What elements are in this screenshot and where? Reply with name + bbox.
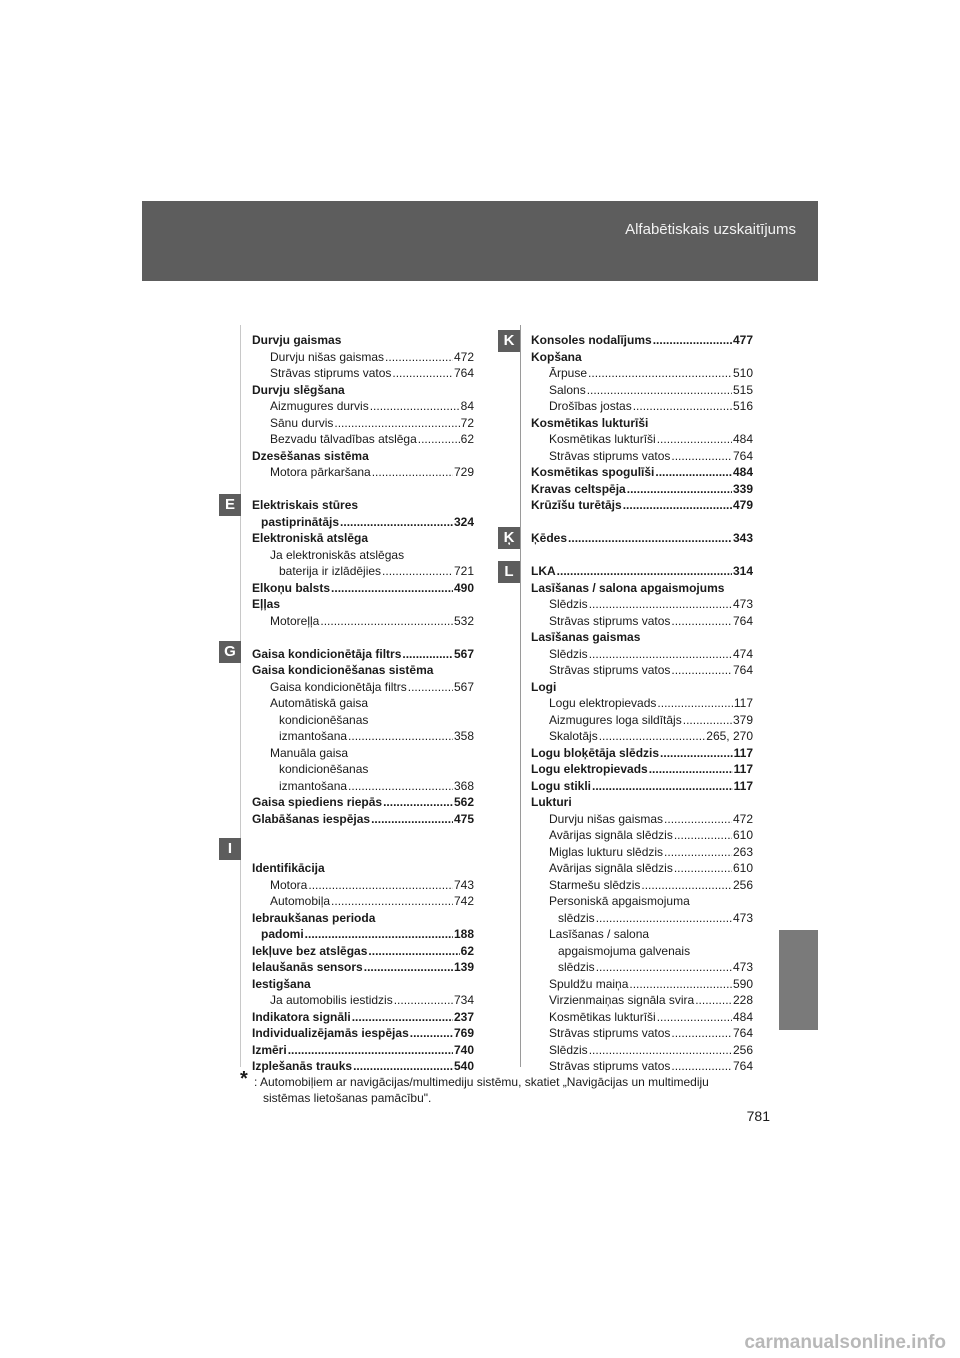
index-heading: Dzesēšanas sistēma [252, 448, 369, 463]
index-entry: pastiprinātājs ..... 324 [252, 514, 474, 531]
index-entry: Durvju nišas gaismas ..... 472 [252, 349, 474, 366]
index-entry: slēdzis ..... 473 [531, 910, 753, 927]
index-subheading: Automātiskā gaisa [270, 696, 369, 710]
index-heading: Durvju slēgšana [252, 382, 345, 397]
index-column-right [531, 332, 753, 1075]
index-heading: Iestigšana [252, 976, 311, 991]
index-subheading: apgaismojuma galvenais [558, 943, 691, 958]
index-entry: Logu bloķētāja slēdzis ..... 117 [531, 745, 753, 762]
index-entry: Gaisa spiediens riepās ..... 562 [252, 794, 474, 811]
header-band [142, 201, 818, 281]
index-entry: Slēdzis ..... 473 [531, 596, 753, 613]
index-entry: Slēdzis ..... 256 [531, 1042, 753, 1059]
index-entry: Sānu durvis ..... 72 [252, 415, 474, 432]
index-subheading: Personiskā apgaismojuma [549, 894, 690, 908]
page-number: 781 [746, 1108, 770, 1124]
index-entry: Ķēdes ..... 343 [531, 530, 753, 547]
index-entry: Elkoņu balsts ..... 490 [252, 580, 474, 597]
index-column-left [252, 332, 474, 1075]
index-entry: Iekļuve bez atslēgas ..... 62 [252, 943, 474, 960]
index-entry: Izmēri ..... 740 [252, 1042, 474, 1059]
index-entry: Ārpuse ..... 510 [531, 365, 753, 382]
index-entry: padomi ..... 188 [252, 926, 474, 943]
index-letter-e: E [219, 494, 241, 516]
index-entry: Motoreļļa ..... 532 [252, 613, 474, 630]
index-heading: Logi [531, 679, 557, 694]
index-entry: Motora pārkaršana ..... 729 [252, 464, 474, 481]
index-heading: Kosmētikas lukturīši [531, 415, 649, 430]
index-subheading: kondicionēšanas [279, 712, 369, 727]
index-entry: Logu elektropievads ..... 117 [531, 695, 753, 712]
index-subheading: Manuāla gaisa [270, 745, 349, 760]
index-heading: Lasīšanas gaismas [531, 630, 641, 644]
watermark: carmanualsonline.info [744, 1332, 946, 1353]
index-entry: Logu elektropievads ..... 117 [531, 761, 753, 778]
index-entry: Gaisa kondicionētāja filtrs ..... 567 [252, 679, 474, 696]
index-entry: Logu stikli ..... 117 [531, 778, 753, 795]
index-entry: Strāvas stiprums vatos ..... 764 [252, 365, 474, 382]
index-heading: Lukturi [531, 795, 572, 809]
index-entry: Avārijas signāla slēdzis ..... 610 [531, 827, 753, 844]
footnote-line-2: sistēmas lietošanas pamācību". [263, 1091, 432, 1105]
index-heading: Elektriskais stūres [252, 498, 359, 512]
column-divider [520, 325, 521, 1067]
index-entry: Ielaušanās sensors ..... 139 [252, 959, 474, 976]
index-entry: Gaisa kondicionētāja filtrs ..... 567 [252, 646, 474, 663]
index-entry: Kosmētikas lukturīši ..... 484 [531, 431, 753, 448]
footnote-asterisk: * [240, 1068, 248, 1090]
index-entry: slēdzis ..... 473 [531, 959, 753, 976]
index-heading: Elektroniskā atslēga [252, 531, 369, 545]
index-entry: Virzienmaiņas signāla svira ..... 228 [531, 992, 753, 1009]
index-entry: Aizmugures loga sildītājs ..... 379 [531, 712, 753, 729]
index-entry: Bezvadu tālvadības atslēga ..... 62 [252, 431, 474, 448]
footnote-line-1: : Automobiļiem ar navigācijas/multimediju sistēmu, skatiet „Navigācijas un multimediju [254, 1075, 709, 1089]
index-entry: Spuldžu maiņa ..... 590 [531, 976, 753, 993]
index-entry: izmantošana ..... 358 [252, 728, 474, 745]
index-subheading: kondicionēšanas [279, 762, 369, 776]
index-entry: Strāvas stiprums vatos ..... 764 [531, 448, 753, 465]
index-entry: Strāvas stiprums vatos ..... 764 [531, 613, 753, 630]
index-entry: Kosmētikas spogulīši ..... 484 [531, 464, 753, 481]
index-entry: Motora ..... 743 [252, 877, 474, 894]
index-entry: Ja automobilis iestidzis ..... 734 [252, 992, 474, 1009]
chapter-side-tab [779, 930, 818, 1030]
index-heading: Lasīšanas / salona apgaismojums [531, 580, 725, 595]
index-heading: Iebraukšanas perioda [252, 910, 376, 925]
index-heading: Identifikācija [252, 861, 325, 875]
index-letter-g: G [219, 641, 241, 663]
index-entry: Aizmugures durvis ..... 84 [252, 398, 474, 415]
index-entry: Miglas lukturu slēdzis ..... 263 [531, 844, 753, 861]
index-entry: Konsoles nodalījums ..... 477 [531, 332, 753, 349]
index-heading: Durvju gaismas [252, 333, 342, 347]
index-entry: Kravas celtspēja ..... 339 [531, 481, 753, 498]
index-entry: LKA ..... 314 [531, 563, 753, 580]
index-entry: Skalotājs ..... 265, 270 [531, 728, 753, 745]
index-entry: Krūzīšu turētājs ..... 479 [531, 497, 753, 514]
index-entry: Izplešanās trauks ..... 540 [252, 1058, 474, 1075]
index-entry: Durvju nišas gaismas ..... 472 [531, 811, 753, 828]
index-entry: izmantošana ..... 368 [252, 778, 474, 795]
index-letter-l: L [498, 561, 520, 583]
index-entry: Strāvas stiprums vatos ..... 764 [531, 1058, 753, 1075]
index-entry: Glabāšanas iespējas ..... 475 [252, 811, 474, 828]
index-letter-k-cedilla: Ķ [498, 527, 520, 549]
index-entry: Drošības jostas ..... 516 [531, 398, 753, 415]
index-letter-k: K [498, 330, 520, 352]
index-heading: Gaisa kondicionēšanas sistēma [252, 663, 434, 677]
page-header-title: Alfabētiskais uzskaitījums [625, 221, 796, 238]
index-entry: Salons ..... 515 [531, 382, 753, 399]
index-heading: Kopšana [531, 349, 582, 364]
index-entry: Strāvas stiprums vatos ..... 764 [531, 662, 753, 679]
index-entry: Indikatora signāli ..... 237 [252, 1009, 474, 1026]
index-heading: Eļļas [252, 597, 281, 611]
left-rule [240, 325, 241, 1067]
index-letter-i: I [219, 838, 241, 860]
index-entry: Slēdzis ..... 474 [531, 646, 753, 663]
index-subheading: Lasīšanas / salona [549, 927, 650, 941]
index-entry: Avārijas signāla slēdzis ..... 610 [531, 860, 753, 877]
index-entry: Kosmētikas lukturīši ..... 484 [531, 1009, 753, 1026]
index-entry: Automobiļa ..... 742 [252, 893, 474, 910]
index-entry: Individualizējamās iespējas ..... 769 [252, 1025, 474, 1042]
footnote [240, 1068, 770, 1106]
index-entry: Strāvas stiprums vatos ..... 764 [531, 1025, 753, 1042]
index-subheading: Ja elektroniskās atslēgas [270, 547, 405, 562]
index-entry: baterija ir izlādējies ..... 721 [252, 563, 474, 580]
index-entry: Starmešu slēdzis ..... 256 [531, 877, 753, 894]
